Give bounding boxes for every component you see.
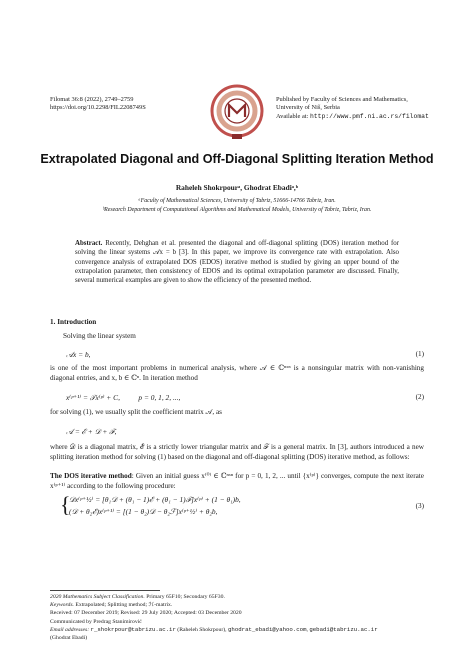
- publisher-info: [276, 96, 429, 121]
- paper-title: Extrapolated Diagonal and Off-Diagonal Splitting Iteration Method: [40, 152, 434, 166]
- intro-paragraph-2: is one of the most important problems in numerical analysis, where 𝒜 ∈ ℂⁿˣⁿ is a nonsingular matrix with non-vanishing diagonal entries, and x, b ∈ ℂⁿ. In iteration method: [50, 364, 424, 382]
- footnotes: [50, 593, 430, 642]
- doi-link[interactable]: https://doi.org/10.2298/FIL2208749S: [50, 104, 146, 112]
- paper-authors: Raheleh Shokrpourᵃ, Ghodrat Ebadiᵃ,ᵇ: [175, 183, 299, 192]
- email-link-2[interactable]: ghodrat_ebadi@yahoo.com: [228, 625, 307, 633]
- intro-paragraph-4: where 𝒟 is a diagonal matrix, ℰ is a strictly lower triangular matrix and ℱ is a general matrix. In [3], authors introduced a new splitting iteration method for solving (1) based on the diagonal and off-diagonal splitting (DOS) iterative method, as follows:: [50, 443, 424, 461]
- email-line: [50, 626, 430, 634]
- email-label: Email addresses:: [50, 626, 90, 633]
- keywords-line: [50, 601, 430, 609]
- msc-codes: Primary 65F10; Secondary 65F30.: [144, 594, 225, 600]
- equation-2-number: (2): [415, 393, 424, 401]
- intro-paragraph-3: for solving (1), we usually split the coefficient matrix 𝒜, as: [50, 408, 222, 416]
- msc-line: [50, 593, 430, 601]
- msc-label: 2020 Mathematics Subject Classification.: [50, 594, 145, 600]
- publisher-line-2: University of Niš, Serbia: [276, 104, 340, 112]
- equation-3-number: (3): [415, 502, 424, 510]
- intro-paragraph-5: [50, 472, 424, 491]
- dos-method-label: The DOS iterative method: [50, 472, 132, 480]
- equation-1: 𝒜x = b,: [66, 350, 91, 359]
- equation-2: x⁽ᵖ⁺¹⁾ = 𝒯x⁽ᵖ⁾ + C, p = 0, 1, 2, ...,: [66, 393, 181, 402]
- email-link-1[interactable]: r_shokrpour@tabrizu.ac.ir: [90, 625, 176, 633]
- left-brace: {: [60, 492, 71, 517]
- intro-paragraph-1: Solving the linear system: [63, 332, 136, 340]
- availability-line: [276, 113, 429, 121]
- journal-line: Filomat 36:8 (2022), 2749–2759: [50, 96, 134, 103]
- email-link-3[interactable]: gebadi@tabrizu.ac.ir: [309, 625, 378, 633]
- footnote-divider: [50, 590, 160, 591]
- equation-1-number: (1): [415, 350, 424, 358]
- keywords-label: Keywords.: [50, 602, 74, 609]
- received-line: Received: 07 December 2019; Revised: 29 July 2020; Accepted: 03 December 2020: [50, 610, 242, 617]
- communicated-line: Communicated by Predrag Stanimirović: [50, 618, 142, 625]
- keywords-text: Extrapolated; Splitting method; ℋ-matrix.: [73, 602, 173, 609]
- splitting-equation: 𝒜 = ℰ + 𝒟 + ℱ,: [66, 427, 117, 436]
- available-prefix: Available at:: [276, 112, 310, 120]
- email-separator: ,: [306, 626, 310, 633]
- abstract-text: Recently, Dehghan et al. presented the diagonal and off-diagonal splitting (DOS) iteration method for solving the linear systems 𝒜x = b [3]. In this paper, we improve its convergence rate with extrapolation. Also convergence analysis of extrapolated DOS (EDOS) iterative method is studied by giving an upper bound of the extrapolation parameter, then consistency of EDOS and its optimal extrapolation parameter are discussed. Finally, several numerical examples are given to show the efficiency of the presented method.: [75, 240, 399, 285]
- faculty-seal-icon: [210, 84, 264, 140]
- equation-3-line-2: (𝒟 + θ₂ℰ)x⁽ᵖ⁺¹⁾ = [(1 − θ₂)𝒟 − θ₂ℱ]x⁽ᵖ⁺½⁾ + θ₂b,: [69, 507, 218, 516]
- section-heading: 1. Introduction: [50, 318, 97, 326]
- affiliation-b: ᵇResearch Department of Computational Algorithms and Mathematical Models, University of Tabriz, Tabriz, Iran.: [102, 207, 372, 213]
- journal-citation: [50, 96, 146, 113]
- email-name-3: (Ghodrat Ebadi): [50, 635, 88, 642]
- abstract: [75, 239, 399, 285]
- equation-3: [60, 494, 424, 520]
- journal-logo: [210, 84, 264, 140]
- affiliation-a: ᵃFaculty of Mathematical Sciences, University of Tabriz, 51666-14766 Tabriz, Iran.: [138, 198, 336, 204]
- equation-3-line-1: 𝒟x⁽ᵖ⁺½⁾ = [θ₁𝒟 + (θ₁ − 1)ℰ + (θ₁ − 1)ℱ]x⁽ᵖ⁾ + (1 − θ₁)b,: [69, 495, 241, 504]
- abstract-label: Abstract.: [75, 240, 103, 247]
- email-name-1: (Raheleh Shokrpour),: [175, 626, 228, 633]
- dos-method-text: : Given an initial guess x⁽⁰⁾ ∈ ℂⁿˣⁿ for p = 0, 1, 2, ... until {x⁽ᵖ⁾} converges, compute the next iterate x⁽ᵖ⁺¹⁾ according to the following procedure:: [50, 472, 424, 490]
- journal-url-link[interactable]: http://www.pmf.ni.ac.rs/filomat: [309, 112, 429, 120]
- publisher-line-1: Published by Faculty of Sciences and Mathematics,: [276, 96, 408, 103]
